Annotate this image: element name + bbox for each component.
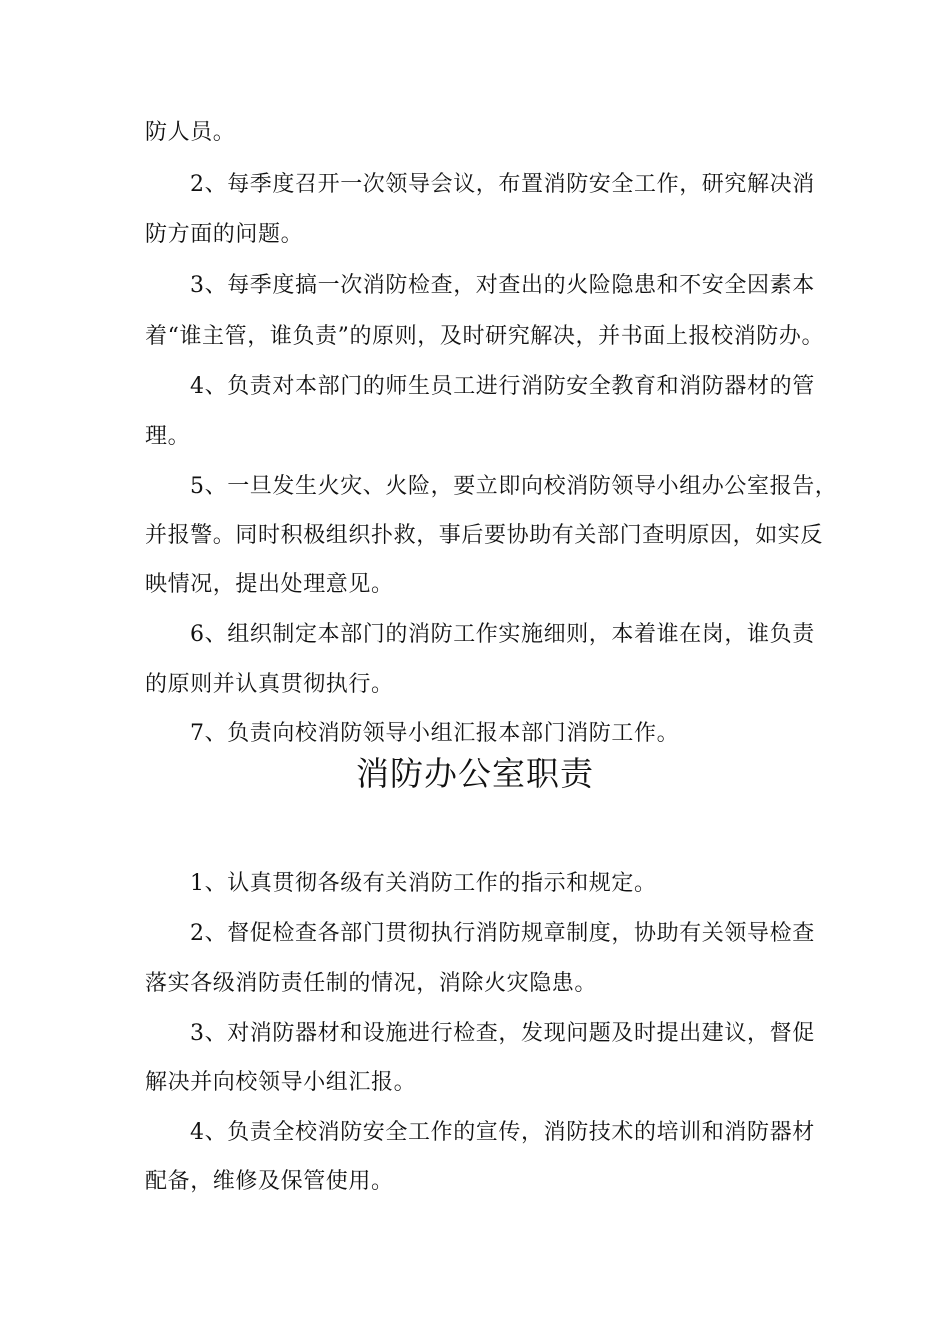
section-title: 消防办公室职责 <box>356 754 594 793</box>
text-line: 2、每季度召开一次领导会议，布置消防安全工作，研究解决消 <box>190 172 815 197</box>
text-line: 6、组织制定本部门的消防工作实施细则，本着谁在岗，谁负责 <box>190 622 815 647</box>
text-line: 3、每季度搞一次消防检查，对查出的火险隐患和不安全因素本 <box>190 273 815 298</box>
text-line: 防方面的问题。 <box>145 222 304 247</box>
text-line: 着“谁主管，谁负责”的原则，及时研究解决，并书面上报校消防办。 <box>145 324 825 349</box>
text-line: 解决并向校领导小组汇报。 <box>145 1070 417 1095</box>
text-line: 4、负责对本部门的师生员工进行消防安全教育和消防器材的管 <box>190 374 815 399</box>
text-line: 5、一旦发生火灾、火险，要立即向校消防领导小组办公室报告， <box>190 474 838 499</box>
text-line: 并报警。同时积极组织扑救，事后要协助有关部门查明原因，如实反 <box>145 523 824 548</box>
text-line: 1、认真贯彻各级有关消防工作的指示和规定。 <box>190 871 657 896</box>
text-line: 2、督促检查各部门贯彻执行消防规章制度，协助有关领导检查 <box>190 921 815 946</box>
text-line: 的原则并认真贯彻执行。 <box>145 672 394 697</box>
text-line: 3、对消防器材和设施进行检查，发现问题及时提出建议，督促 <box>190 1021 815 1046</box>
text-line: 防人员。 <box>145 120 236 145</box>
text-line: 4、负责全校消防安全工作的宣传，消防技术的培训和消防器材 <box>190 1120 815 1145</box>
text-line: 映情况，提出处理意见。 <box>145 572 394 597</box>
text-line: 配备，维修及保管使用。 <box>145 1169 394 1194</box>
text-line: 落实各级消防责任制的情况，消除火灾隐患。 <box>145 971 598 996</box>
text-line: 7、负责向校消防领导小组汇报本部门消防工作。 <box>190 721 680 746</box>
text-line: 理。 <box>145 424 191 449</box>
